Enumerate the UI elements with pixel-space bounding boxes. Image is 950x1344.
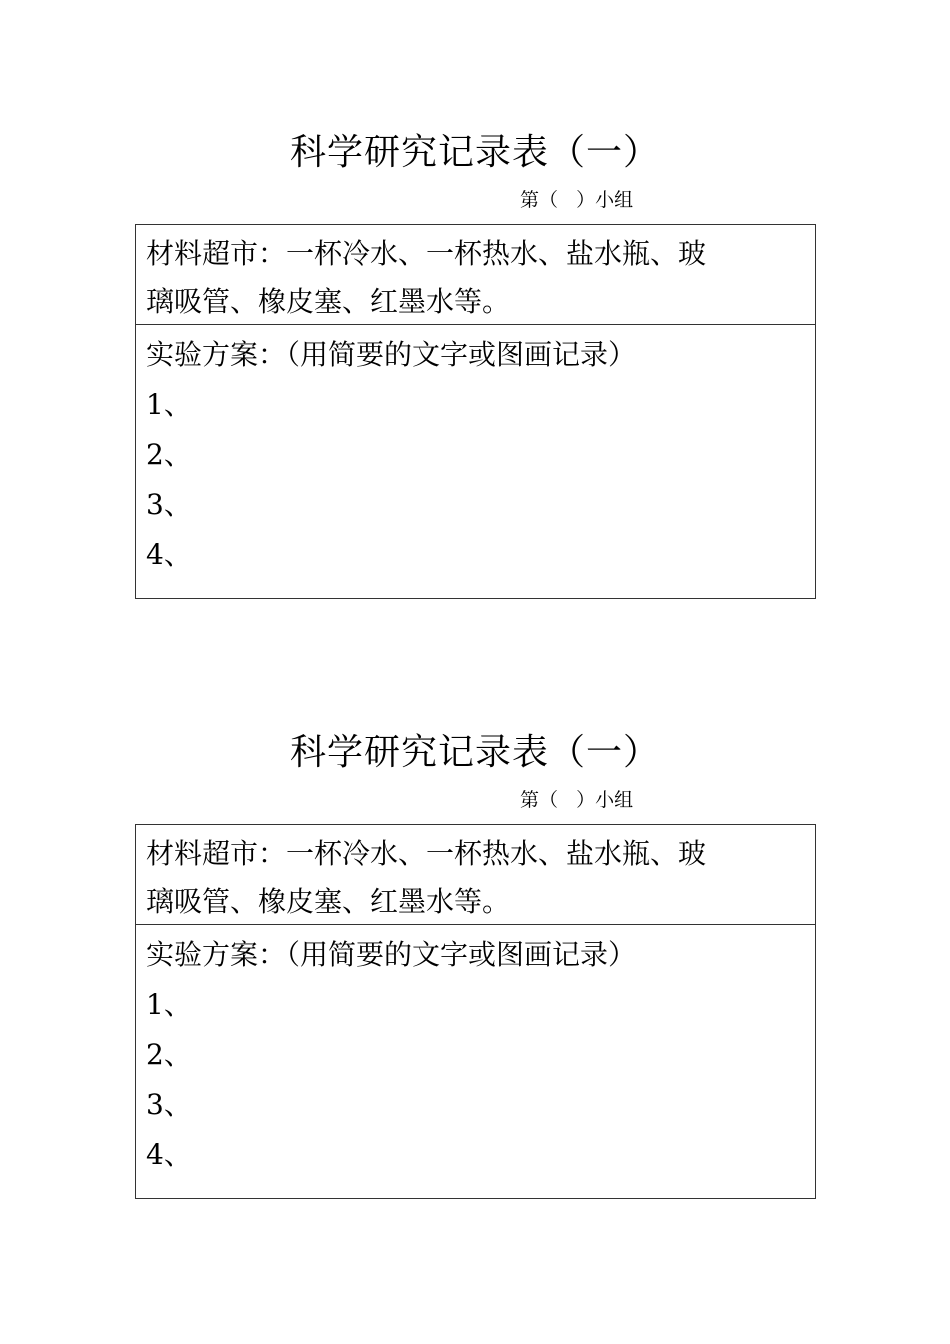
experiment-plan-cell[interactable] (136, 925, 815, 1198)
experiment-plan-cell[interactable] (136, 325, 815, 598)
plan-heading: 实验方案：（用简要的文字或图画记录） (146, 938, 637, 971)
plan-step-2: 2、 (146, 1038, 192, 1071)
materials-text-line-1: 材料超市：一杯冷水、一杯热水、盐水瓶、玻 (146, 237, 707, 270)
group-number-label: 第（ ）小组 (520, 189, 634, 211)
materials-text-line-2: 璃吸管、橡皮塞、红墨水等。 (146, 885, 511, 918)
materials-text-line-1: 材料超市：一杯冷水、一杯热水、盐水瓶、玻 (146, 837, 707, 870)
record-table (135, 224, 816, 599)
plan-step-1: 1、 (146, 388, 192, 421)
plan-step-2: 2、 (146, 438, 192, 471)
materials-cell (136, 825, 815, 925)
record-table (135, 824, 816, 1199)
form-title: 科学研究记录表（一） (289, 132, 660, 173)
plan-step-3: 3、 (146, 1088, 192, 1121)
plan-step-4: 4、 (146, 538, 192, 571)
plan-heading: 实验方案：（用简要的文字或图画记录） (146, 338, 637, 371)
plan-step-1: 1、 (146, 988, 192, 1021)
form-title: 科学研究记录表（一） (289, 732, 660, 773)
plan-step-3: 3、 (146, 488, 192, 521)
plan-step-4: 4、 (146, 1138, 192, 1171)
group-number-label: 第（ ）小组 (520, 789, 634, 811)
materials-text-line-2: 璃吸管、橡皮塞、红墨水等。 (146, 285, 511, 318)
materials-cell (136, 225, 815, 325)
